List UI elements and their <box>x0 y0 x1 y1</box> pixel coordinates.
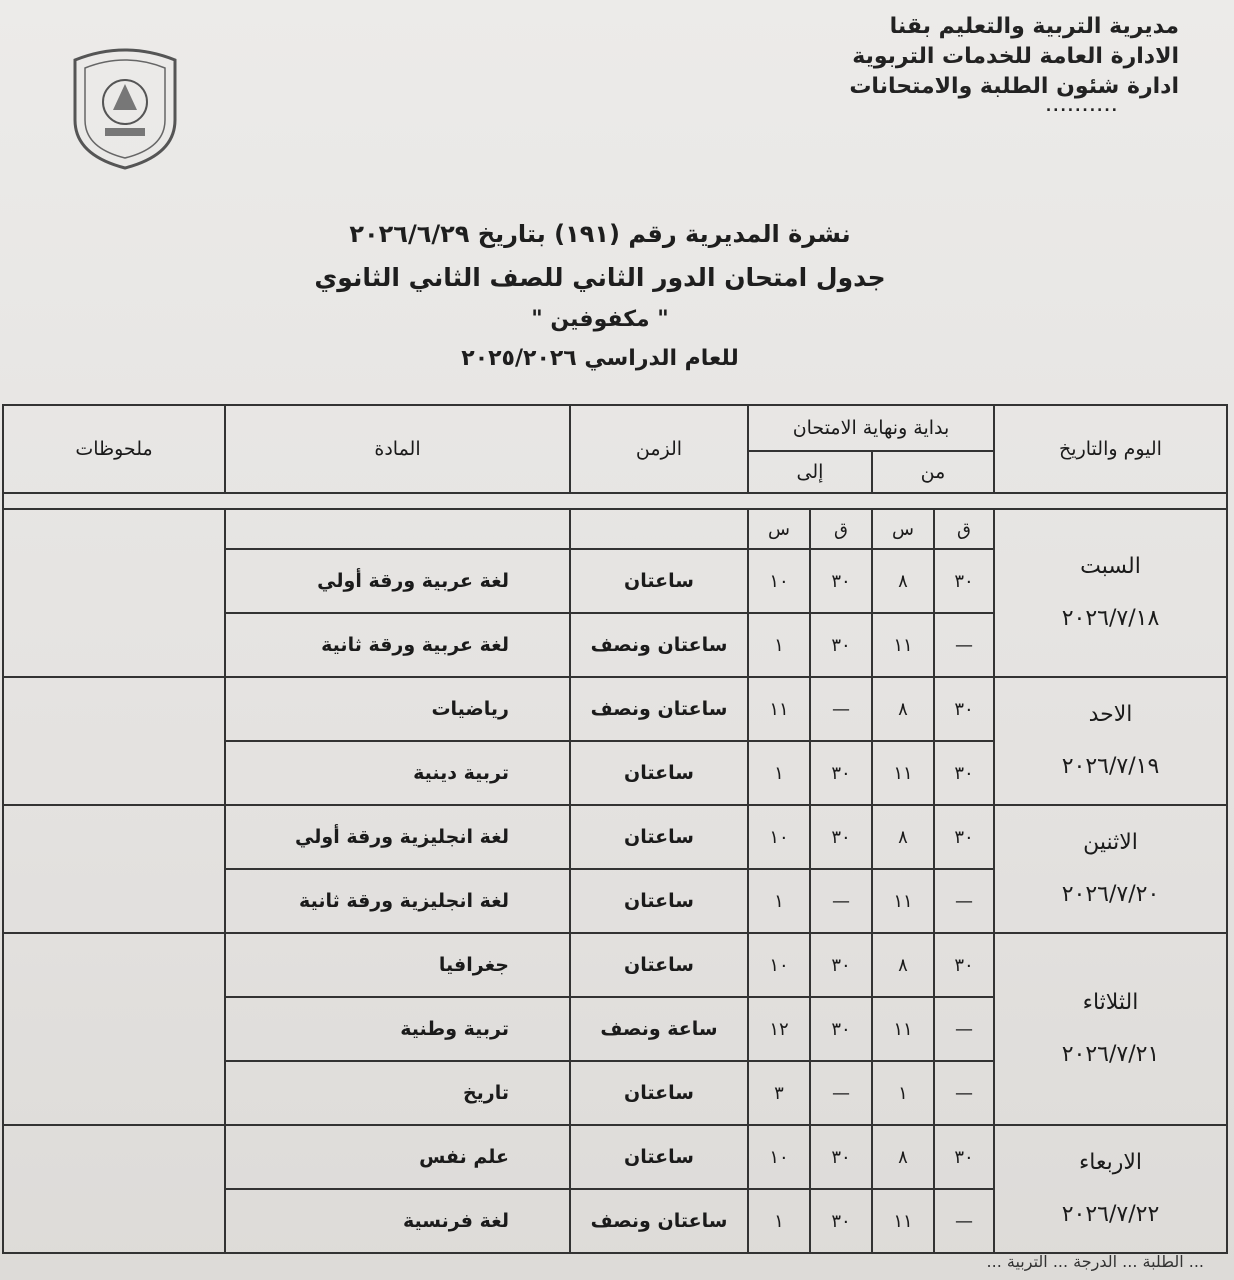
day-cell-tuesday <box>994 933 1227 1125</box>
from-hour: ١١ <box>872 869 934 933</box>
academic-year: للعام الدراسي ٢٠٢٥/٢٠٢٦ <box>461 346 739 371</box>
header-duration: الزمن <box>570 405 748 493</box>
day-cell-sunday <box>994 677 1227 805</box>
table-row <box>3 1125 1227 1189</box>
notes-cell <box>3 933 225 1125</box>
duration: ساعتان <box>570 549 748 613</box>
to-hour: ١٠ <box>748 549 810 613</box>
to-hour: ١٠ <box>748 805 810 869</box>
day-date: ٢٠٢٦/٧/٢٠ <box>1061 882 1160 907</box>
subject: تربية وطنية <box>225 997 570 1061</box>
day-name: الاربعاء <box>1078 1150 1143 1175</box>
to-minute: ٣٠ <box>810 933 872 997</box>
day-name: الاحد <box>1088 702 1133 727</box>
category-label: " مكفوفين " <box>531 307 669 332</box>
document-titles <box>300 212 900 378</box>
duration: ساعتان <box>570 869 748 933</box>
duration: ساعتان <box>570 805 748 869</box>
to-minute: ٣٠ <box>810 805 872 869</box>
table-row <box>3 933 1227 997</box>
from-minute: — <box>934 1189 994 1253</box>
to-hour: ١ <box>748 1189 810 1253</box>
to-minute: — <box>810 869 872 933</box>
org-line-student-affairs: ادارة شئون الطلبة والامتحانات <box>849 74 1179 99</box>
from-hour: ٨ <box>872 933 934 997</box>
notes-cell <box>3 677 225 805</box>
ministry-seal-icon <box>65 40 185 170</box>
organization-header <box>849 12 1179 115</box>
notes-cell <box>3 805 225 933</box>
underline-dots: .......... <box>1045 99 1119 115</box>
subject-cell <box>225 509 570 549</box>
unit-minute: ق <box>810 509 872 549</box>
table-row <box>3 805 1227 869</box>
header-day-date: اليوم والتاريخ <box>994 405 1227 493</box>
notes-cell <box>3 509 225 677</box>
to-minute: ٣٠ <box>810 613 872 677</box>
to-minute: ٣٠ <box>810 1189 872 1253</box>
schedule-title: جدول امتحان الدور الثاني للصف الثاني الثانوي <box>314 263 886 292</box>
to-hour: ١٠ <box>748 1125 810 1189</box>
to-minute: ٣٠ <box>810 741 872 805</box>
subject: تربية دينية <box>225 741 570 805</box>
bulletin-number-date: نشرة المديرية رقم (١٩١) بتاريخ ٢٠٢٦/٦/٢٩ <box>349 220 851 248</box>
from-minute: — <box>934 613 994 677</box>
exam-schedule-table <box>2 404 1228 1254</box>
subject: جغرافيا <box>225 933 570 997</box>
from-hour: ٨ <box>872 805 934 869</box>
subject: لغة انجليزية ورقة ثانية <box>225 869 570 933</box>
duration: ساعتان ونصف <box>570 677 748 741</box>
notes-cell <box>3 1125 225 1253</box>
header-start-end: بداية ونهاية الامتحان <box>748 405 994 451</box>
subject: رياضيات <box>225 677 570 741</box>
day-date: ٢٠٢٦/٧/٢٢ <box>1061 1202 1160 1227</box>
to-hour: ١ <box>748 613 810 677</box>
unit-hour: س <box>748 509 810 549</box>
to-hour: ١٢ <box>748 997 810 1061</box>
day-name: الثلاثاء <box>1082 990 1139 1015</box>
subject: تاريخ <box>225 1061 570 1125</box>
unit-hour: س <box>872 509 934 549</box>
from-minute: ٣٠ <box>934 741 994 805</box>
to-hour: ١ <box>748 869 810 933</box>
subject: لغة انجليزية ورقة أولي <box>225 805 570 869</box>
day-date: ٢٠٢٦/٧/٢١ <box>1061 1042 1160 1067</box>
day-cell-wednesday <box>994 1125 1227 1253</box>
from-hour: ٨ <box>872 1125 934 1189</box>
duration: ساعة ونصف <box>570 997 748 1061</box>
duration: ساعتان <box>570 1125 748 1189</box>
header-gap <box>3 493 1227 509</box>
from-minute: ٣٠ <box>934 1125 994 1189</box>
day-name: الاثنين <box>1083 830 1138 855</box>
day-cell-saturday <box>994 509 1227 677</box>
to-hour: ١ <box>748 741 810 805</box>
day-date: ٢٠٢٦/٧/١٩ <box>1061 754 1160 779</box>
to-minute: ٣٠ <box>810 1125 872 1189</box>
from-minute: ٣٠ <box>934 805 994 869</box>
subject: لغة عربية ورقة أولي <box>225 549 570 613</box>
from-minute: — <box>934 869 994 933</box>
from-hour: ١١ <box>872 613 934 677</box>
duration-cell <box>570 509 748 549</box>
day-name: السبت <box>1080 554 1141 579</box>
header-notes: ملحوظات <box>3 405 225 493</box>
to-hour: ١١ <box>748 677 810 741</box>
header-to: إلى <box>748 451 872 493</box>
day-cell-monday <box>994 805 1227 933</box>
duration: ساعتان <box>570 1061 748 1125</box>
duration: ساعتان <box>570 741 748 805</box>
header-subject: المادة <box>225 405 570 493</box>
ministry-seal <box>65 40 185 170</box>
table-row <box>3 677 1227 741</box>
footer-partial-text: ... الطلبة ... الدرجة ... التربية ... <box>986 1252 1204 1271</box>
to-minute: ٣٠ <box>810 549 872 613</box>
from-hour: ٨ <box>872 677 934 741</box>
header-from: من <box>872 451 994 493</box>
subject: علم نفس <box>225 1125 570 1189</box>
unit-minute: ق <box>934 509 994 549</box>
from-minute: ٣٠ <box>934 549 994 613</box>
duration: ساعتان ونصف <box>570 613 748 677</box>
org-line-general-admin: الادارة العامة للخدمات التربوية <box>852 44 1179 69</box>
from-minute: ٣٠ <box>934 677 994 741</box>
to-minute: — <box>810 1061 872 1125</box>
to-hour: ٣ <box>748 1061 810 1125</box>
from-hour: ١١ <box>872 741 934 805</box>
day-date: ٢٠٢٦/٧/١٨ <box>1061 606 1160 631</box>
duration: ساعتان <box>570 933 748 997</box>
subject: لغة فرنسية <box>225 1189 570 1253</box>
subject: لغة عربية ورقة ثانية <box>225 613 570 677</box>
from-minute: — <box>934 997 994 1061</box>
to-hour: ١٠ <box>748 933 810 997</box>
to-minute: — <box>810 677 872 741</box>
from-minute: ٣٠ <box>934 933 994 997</box>
to-minute: ٣٠ <box>810 997 872 1061</box>
org-line-directorate: مديرية التربية والتعليم بقنا <box>889 14 1179 39</box>
duration: ساعتان ونصف <box>570 1189 748 1253</box>
from-minute: — <box>934 1061 994 1125</box>
from-hour: ٨ <box>872 549 934 613</box>
from-hour: ١١ <box>872 1189 934 1253</box>
from-hour: ١ <box>872 1061 934 1125</box>
from-hour: ١١ <box>872 997 934 1061</box>
